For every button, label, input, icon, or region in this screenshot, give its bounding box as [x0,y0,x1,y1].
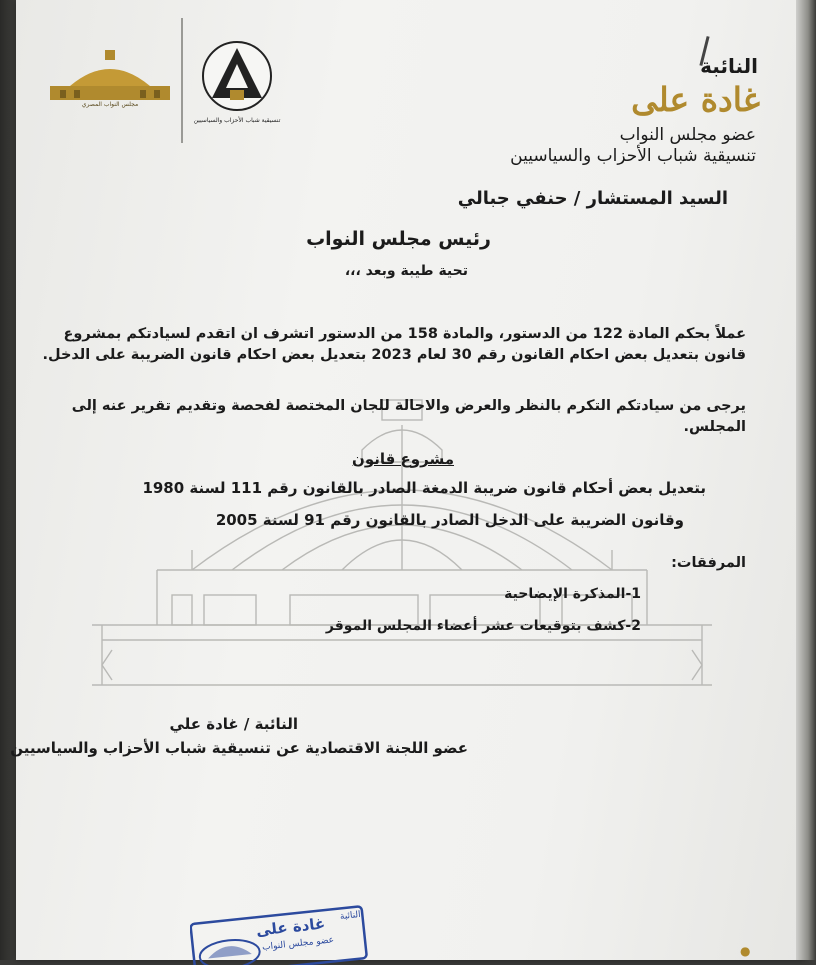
addressee: السيد المستشار / حنفي جبالي [457,188,728,209]
stamp-label: النائبة [339,909,362,923]
attachment-item: 1-المذكرة الإيضاحية [504,586,641,602]
location-pin-icon: ● [740,944,751,958]
signature-role: عضو اللجنة الاقتصادية عن تنسيقية شباب الأحزاب والسياسيين [10,739,468,757]
youth-coordination-logo [192,38,282,128]
stamp-subtitle: عضو مجلس النواب [261,935,335,953]
paragraph-1-line-2: قانون بتعديل بعض احكام القانون رقم 30 لعام 2023 بتعديل بعض احكام قانون الضريبة على الدخل. [42,347,746,363]
attachments-heading: المرفقات: [671,555,746,571]
paragraph-2-line-1: يرجى من سيادتكم التكرم بالنظر والعرض والاحالة للجان المختصة لفحصة وتقديم تقرير عنه إلى [71,398,746,414]
header-divider [181,18,183,143]
greeting: تحية طيبة وبعد ،،، [344,263,468,279]
desk-background-right [796,0,816,960]
youth-logo-text: تنسيقية شباب الأحزاب والسياسيين [193,117,281,124]
stamp-title: غادة على [255,914,326,940]
header-title: النائبة [700,54,758,78]
parliament-watermark [92,390,712,700]
paragraph-1-line-1: عملاً بحكم المادة 122 من الدستور، والمادة 158 من الدستور اتشرف ان اتقدم لسيادتكم بمشروع [63,326,746,342]
bill-line-2: وقانون الضريبة على الدخل الصادر بالقانون رقم 91 لسنة 2005 [215,511,684,529]
paragraph-2-line-2: المجلس. [683,419,746,435]
bill-line-1: بتعديل بعض أحكام قانون ضريبة الدمغة الصادر بالقانون رقم 111 لسنة 1980 [142,479,706,497]
signature-name: النائبة / غادة علي [169,715,298,733]
parliament-logo [50,48,170,108]
header-name: غادة على [631,80,760,119]
parliament-logo-text: مجلس النواب المصري [81,101,139,108]
attachment-item: 2-كشف بتوقيعات عشر أعضاء المجلس الموقر [325,618,641,634]
header-role-parliament: عضو مجلس النواب [619,125,756,145]
addressee-title: رئيس مجلس النواب [306,228,491,250]
header-role-coordination: تنسيقية شباب الأحزاب والسياسيين [510,146,756,166]
bill-title: مشروع قانون [352,450,454,468]
